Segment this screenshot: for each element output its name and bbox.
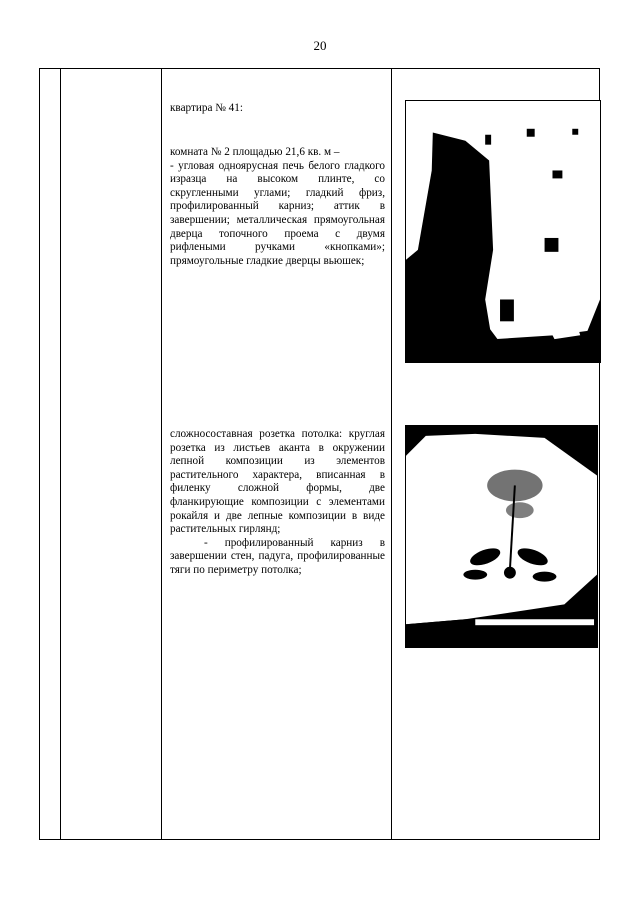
page-number: 20	[313, 38, 327, 53]
column-divider	[161, 69, 162, 839]
apartment-heading-text: квартира № 41:	[170, 102, 243, 114]
ceiling-photo	[405, 425, 598, 648]
stove-photo-image	[406, 101, 600, 362]
apartment-heading	[170, 102, 385, 116]
room-description	[170, 146, 385, 268]
stove-description: - угловая одноярусная печь белого гладкого изразца на высоком плинте, со скругленными углами; гладкий фриз, профилированный карниз; аттик в завершении; металлическая прямоугольная дверца топочного проема с двумя рифлеными ручками «кнопками»; прямоугольные гладкие дверцы вьюшек;	[170, 159, 385, 267]
document-table	[39, 68, 600, 840]
room-title: комната № 2 площадью 21,6 кв. м –	[170, 146, 340, 158]
column-divider	[60, 69, 61, 839]
stove-photo	[405, 100, 601, 363]
ceiling-photo-image	[406, 426, 597, 647]
rosette-description: сложносоставная розетка потолка: круглая розетка из листьев аканта в окружении лепной композиции из элементов растительного характера, вписанная в филенку сложной формы, две фланкирующие композиции с элементами рокайля и две лепные композиции в виде растительных гирлянд;	[170, 428, 385, 536]
cornice-description: - профилированный карниз в завершении стен, падуга, профилированные тяги по периметру потолка;	[170, 536, 385, 576]
column-divider	[391, 69, 392, 839]
ceiling-description	[170, 428, 385, 578]
